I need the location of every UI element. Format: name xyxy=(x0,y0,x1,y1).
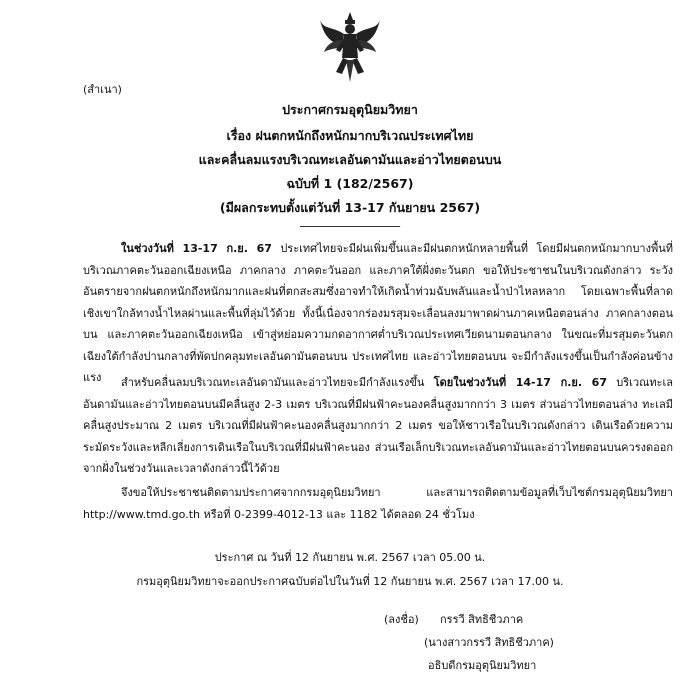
paragraph-contact: จึงขอให้ประชาชนติดตามประกาศจากกรมอุตุนิยมวิทยา และสามารถติดตามข้อมูลที่เว็บไซต์กรมอุตุนิยมวิทยา http://www.tmd.go.th หรือที่ 0-2399-4012-13 และ 1182 ได้ตลอด 24 ชั่วโมง xyxy=(83,486,673,521)
announcement-title: ประกาศกรมอุตุนิยมวิทยา xyxy=(282,102,418,117)
wave-text: บริเวณทะเลอันดามันและอ่าวไทยตอนบนมีคลื่นสูง 2-3 เมตร บริเวณที่มีฝนฟ้าคะนองคลื่นสูงมากกว่า 3 เมตร ส่วนอ่าวไทยตอนล่าง ทะเลมีคลื่นสูงประมาณ 2 เมตร บริเวณที่มีฝนฟ้าคะนองคลื่นสูงมากกว่า 2 เมตร ขอให้ชาวเรือในบริเวณดังกล่าว เดินเรือด้วยความระมัดระวังและหลีกเลี่ยงการเดินเรือในบริเวณที่มีฝนฟ้าคะนอง ส่วนเรือเล็กบริเวณทะเลอันดามันและอ่าวไทยตอนบนควรงดออกจากฝั่งในช่วงวันและเวลาดังกล่าวนี้ไว้ด้วย xyxy=(83,376,673,475)
signer-position: อธิบดีกรมอุตุนิยมวิทยา xyxy=(428,659,537,672)
next-issue-note: กรมอุตุนิยมวิทยาจะออกประกาศฉบับต่อไปในวันที่ 12 กันยายน พ.ศ. 2567 เวลา 17.00 น. xyxy=(136,575,564,588)
garuda-emblem-icon xyxy=(318,10,382,84)
signer-full-name: (นางสาวกรรวี สิทธิชีวภาค) xyxy=(424,636,554,649)
signed-name: กรรวี สิทธิชีวภาค xyxy=(440,613,524,626)
paragraph-wave xyxy=(83,372,673,480)
rainfall-text: ประเทศไทยจะมีฝนเพิ่มขึ้นและมีฝนตกหนักหลายพื้นที่ โดยมีฝนตกหนักมากบางพื้นที่บริเวณภาคตะวันออกเฉียงเหนือ ภาคกลาง ภาคตะวันออก และภาคใต้ฝั่งตะวันตก ขอให้ประชาชนในบริเวณดังกล่าว ระวังอันตรายจากฝนตกหนักถึงหนักมากและฝนที่ตกสะสมซึ่งอาจทำให้เกิดน้ำท่วมฉับพลันและน้ำป่าไหลหลาก โดยเฉพาะพื้นที่ลาดเชิงเขาใกล้ทางน้ำไหลผ่านและพื้นที่ลุ่มไว้ด้วย ทั้งนี้เนื่องจากร่องมรสุมจะเลื่อนลงมาพาดผ่านภาคเหนือตอนล่าง ภาคกลางตอนบน และภาคตะวันออกเฉียงเหนือ เข้าสู่หย่อมความกดอากาศต่ำบริเวณประเทศเวียดนามตอนกลาง ในขณะที่มรสุมตะวันตกเฉียงใต้กำลังปานกลางที่พัดปกคลุมทะเลอันดามันตอนบน ประเทศไทย และอ่าวไทยตอนบน จะมีกำลังแรงขึ้นเป็นกำลังค่อนข้างแรง xyxy=(83,242,673,384)
issue-number: ฉบับที่ 1 (182/2567) xyxy=(286,176,414,191)
effective-dates: (มีผลกระทบตั้งแต่วันที่ 13-17 กันยายน 2567) xyxy=(219,200,481,215)
announced-date: ประกาศ ณ วันที่ 12 กันยายน พ.ศ. 2567 เวลา 05.00 น. xyxy=(214,551,486,564)
signed-label: (ลงชื่อ) xyxy=(384,613,419,626)
copy-mark: (สำเนา) xyxy=(83,83,122,96)
subject-line-1: เรื่อง ฝนตกหนักถึงหนักมากบริเวณประเทศไทย xyxy=(226,128,474,143)
rainfall-period: ในช่วงวันที่ 13-17 ก.ย. 67 xyxy=(121,242,272,255)
heading-divider: ________________ xyxy=(300,212,400,227)
paragraph-rainfall xyxy=(83,238,673,389)
wave-period: โดยในช่วงวันที่ 14-17 ก.ย. 67 xyxy=(433,376,607,389)
wave-intro: สำหรับคลื่นลมบริเวณทะเลอันดามันและอ่าวไทยจะมีกำลังแรงขึ้น xyxy=(121,376,434,389)
subject-line-2: และคลื่นลมแรงบริเวณทะเลอันดามันและอ่าวไทยตอนบน xyxy=(198,152,502,167)
